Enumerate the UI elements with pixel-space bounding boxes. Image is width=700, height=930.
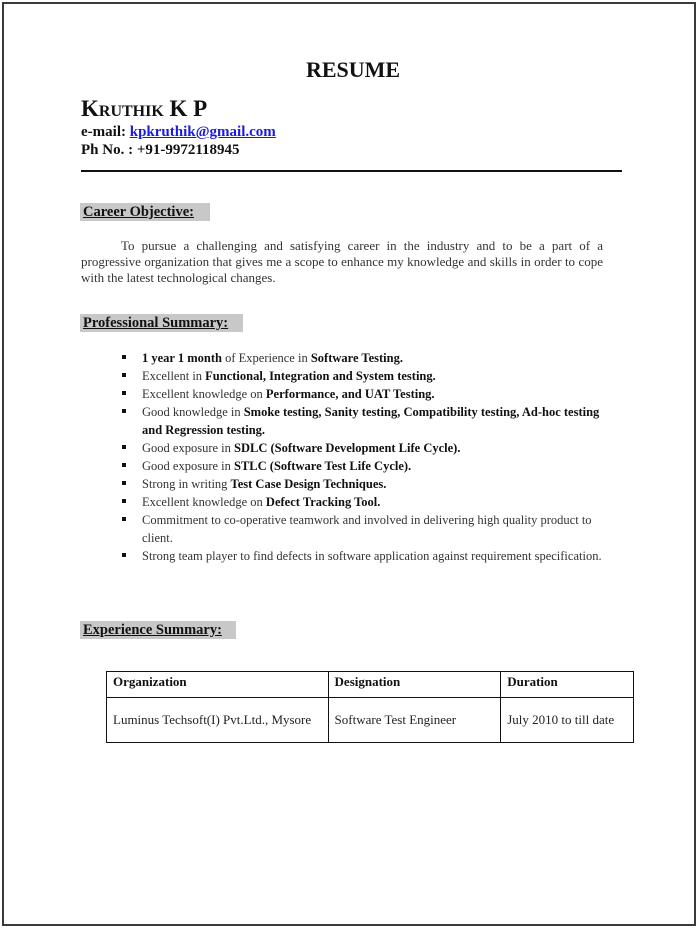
- list-item: [118, 547, 608, 565]
- column-header-organization: Organization: [107, 672, 329, 698]
- list-item: [118, 403, 608, 439]
- list-item-text: Strong in writing: [142, 477, 231, 491]
- list-item-text: STLC (Software Test Life Cycle).: [234, 459, 412, 473]
- list-item-text: Good knowledge in: [142, 405, 244, 419]
- email-line: [81, 124, 276, 141]
- list-item-text: Excellent knowledge on: [142, 495, 266, 509]
- bullet-icon: [122, 355, 126, 359]
- column-header-designation: Designation: [328, 672, 501, 698]
- list-item-text: Excellent in: [142, 369, 206, 383]
- column-header-duration: Duration: [501, 672, 634, 698]
- career-objective-heading: [80, 203, 210, 221]
- list-item-text: Smoke testing, Sanity testing, Compatibility testing, Ad-hoc testing and Regression testing.: [142, 405, 600, 437]
- phone-label: Ph No. :: [81, 142, 134, 158]
- list-item: [118, 385, 608, 403]
- cell-organization: Luminus Techsoft(I) Pvt.Ltd., Mysore: [107, 698, 329, 743]
- list-item-text: Strong team player to find defects in software application against requirement specification.: [142, 549, 602, 563]
- list-item: [118, 439, 608, 457]
- experience-summary-heading-text: Experience Summary:: [83, 622, 222, 638]
- list-item: [118, 511, 608, 547]
- list-item-text: of Experience in: [221, 351, 311, 365]
- list-item: [118, 475, 608, 493]
- list-item-text: Performance, and UAT Testing.: [265, 387, 435, 401]
- bullet-icon: [122, 517, 126, 521]
- list-item-text: Commitment to co-operative teamwork and involved in delivering high quality product to client.: [142, 513, 592, 545]
- bullet-icon: [122, 409, 126, 413]
- document-title: RESUME: [305, 57, 401, 82]
- list-item-text: Software Testing.: [310, 351, 403, 365]
- list-item-text: SDLC (Software Development Life Cycle).: [234, 441, 461, 455]
- email-link[interactable]: kpkruthik@gmail.com: [129, 124, 276, 140]
- career-objective-heading-text: Career Objective:: [83, 204, 194, 220]
- bullet-icon: [122, 373, 126, 377]
- bullet-icon: [122, 391, 126, 395]
- list-item-text: Test Case Design Techniques.: [230, 477, 387, 491]
- experience-table-header: [107, 672, 634, 698]
- candidate-name: Kruthik K P: [81, 96, 208, 121]
- email-label: e-mail:: [81, 124, 126, 140]
- bullet-icon: [122, 481, 126, 485]
- cell-duration: July 2010 to till date: [501, 698, 634, 743]
- list-item-text: 1 year 1 month: [142, 351, 222, 365]
- phone-line: [81, 142, 240, 159]
- header-divider: [81, 170, 622, 172]
- career-objective-text: [81, 238, 603, 286]
- list-item-text: Good exposure in: [142, 441, 234, 455]
- table-row: [107, 698, 634, 743]
- bullet-icon: [122, 463, 126, 467]
- list-item: [118, 493, 608, 511]
- list-item-text: Functional, Integration and System testing.: [205, 369, 436, 383]
- list-item: [118, 349, 608, 367]
- list-item-text: Good exposure in: [142, 459, 234, 473]
- phone-number: +91-9972118945: [136, 142, 240, 158]
- bullet-icon: [122, 445, 126, 449]
- experience-table: [106, 671, 634, 743]
- bullet-icon: [122, 499, 126, 503]
- career-objective-body: To pursue a challenging and satisfying career in the industry and to be a part of a progressive organization that gives me a scope to enhance my knowledge and skills in order to cope with the latest technological changes.: [81, 238, 603, 285]
- bullet-icon: [122, 553, 126, 557]
- list-item-text: Excellent knowledge on: [142, 387, 266, 401]
- professional-summary-list: [118, 349, 608, 565]
- professional-summary-heading-text: Professional Summary:: [83, 315, 229, 331]
- list-item: [118, 457, 608, 475]
- list-item: [118, 367, 608, 385]
- list-item-text: Defect Tracking Tool.: [265, 495, 381, 509]
- experience-summary-heading: [80, 621, 236, 639]
- professional-summary-heading: [80, 314, 243, 332]
- cell-designation: Software Test Engineer: [328, 698, 501, 743]
